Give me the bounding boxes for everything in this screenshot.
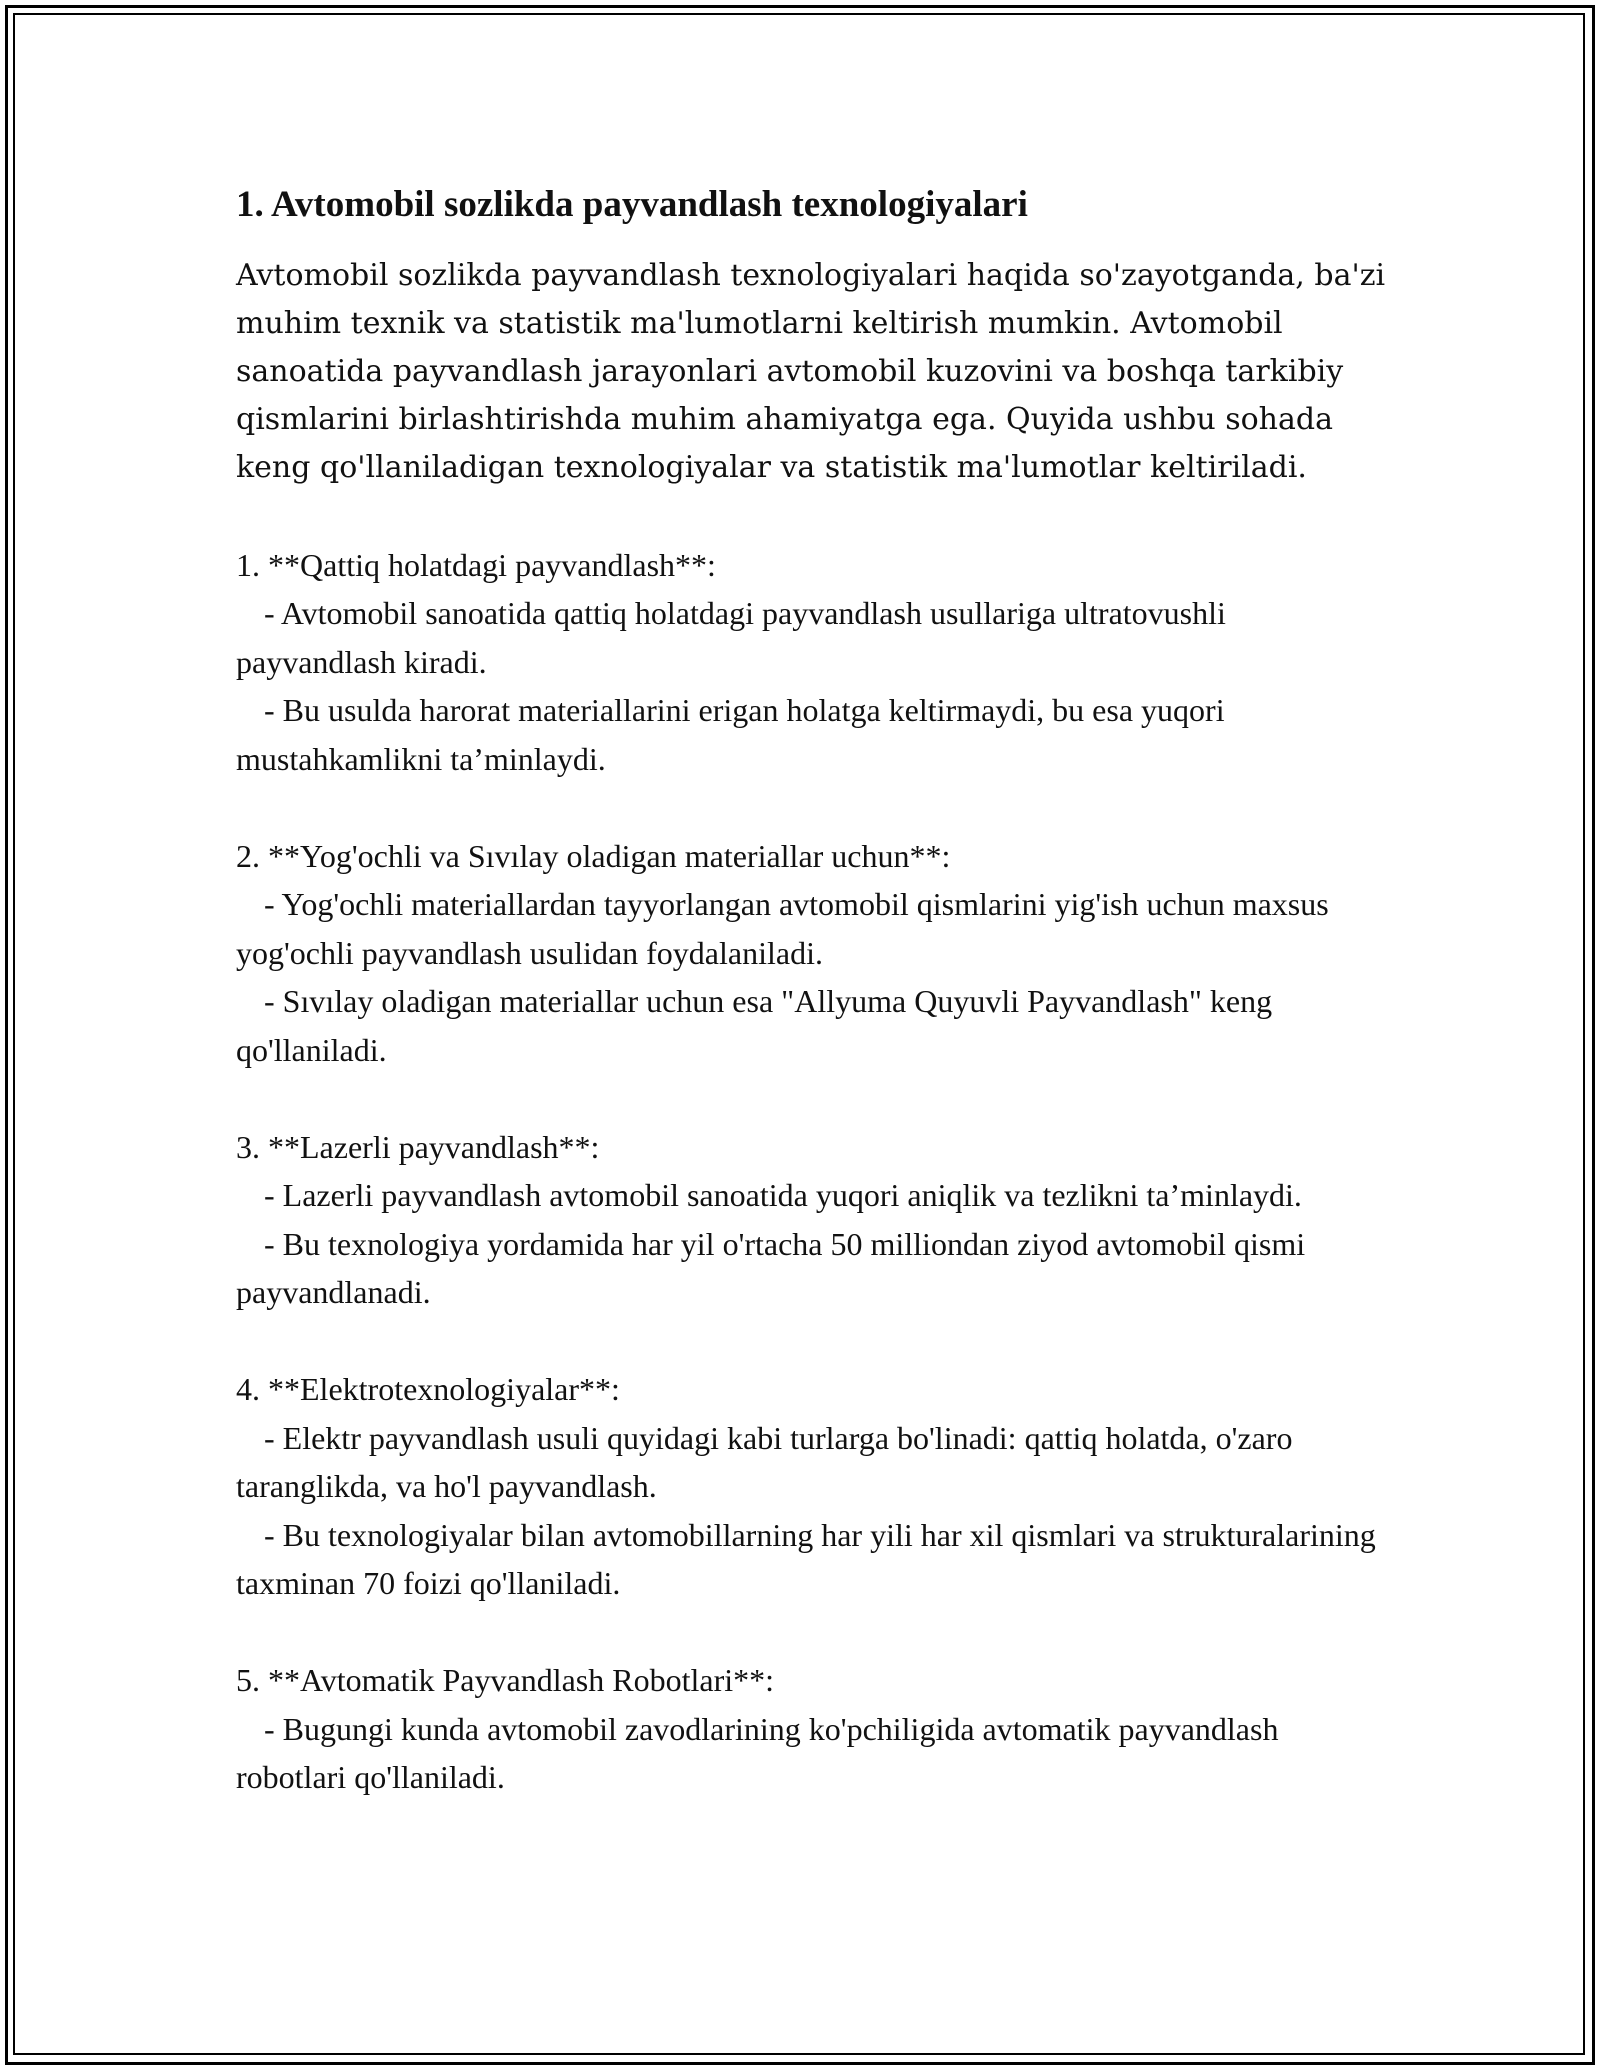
list-item-line: - Bu usulda harorat materiallarini erigan holatga keltirmaydi, bu esa yuqori mustahkamlikni ta’minlaydi. xyxy=(236,692,1225,777)
list-item-line: - Avtomobil sanoatida qattiq holatdagi payvandlash usullariga ultratovushli payvandlash kiradi. xyxy=(236,595,1226,680)
list-item-line: - Yog'ochli materiallardan tayyorlangan avtomobil qismlarini yig'ish uchun maxsus yog'ochli payvandlash usulidan foydalaniladi. xyxy=(236,886,1329,971)
list-item-heading: 2. **Yog'ochli va Sıvılay oladigan materiallar uchun**: xyxy=(236,837,951,874)
list-item-line: - Sıvılay oladigan materiallar uchun esa "Allyuma Quyuvli Payvandlash" keng qo'llaniladi. xyxy=(236,983,1273,1068)
list-item xyxy=(236,1365,1386,1608)
intro-paragraph: Avtomobil sozlikda payvandlash texnologiyalari haqida so'zayotganda, ba'zi muhim texnik va statistik ma'lumotlarni keltirish mumkin. Avtomobil sanoatida payvandlash jarayonlari avtomobil kuzovini va boshqa tarkibiy qismlarini birlashtirishda muhim ahamiyatga ega. Quyida ushbu sohada keng qo'llaniladigan texnologiyalar va statistik ma'lumotlar keltiriladi. xyxy=(236,258,1386,485)
list-item xyxy=(236,541,1386,784)
list-item-heading: 3. **Lazerli payvandlash**: xyxy=(236,1128,600,1165)
technology-list xyxy=(236,541,1386,1802)
list-item-heading: 1. **Qattiq holatdagi payvandlash**: xyxy=(236,546,716,583)
list-item-heading: 5. **Avtomatik Payvandlash Robotlari**: xyxy=(236,1662,775,1698)
document-body xyxy=(236,180,1386,1802)
list-item-line: - Bu texnologiyalar bilan avtomobillarning har yili har xil qismlari va strukturalarining taxminan 70 foizi qo'llaniladi. xyxy=(236,1516,1376,1601)
list-item-line: - Elektr payvandlash usuli quyidagi kabi turlarga bo'linadi: qattiq holatda, o'zaro taranglikda, va ho'l payvandlash. xyxy=(236,1419,1293,1504)
list-item xyxy=(236,1123,1386,1317)
list-item-line: - Bu texnologiya yordamida har yil o'rtacha 50 milliondan ziyod avtomobil qismi payvandlanadi. xyxy=(236,1225,1306,1310)
list-item xyxy=(236,832,1386,1075)
document-title: 1. Avtomobil sozlikda payvandlash texnologiyalari xyxy=(236,184,1028,225)
list-item-line: - Lazerli payvandlash avtomobil sanoatida yuqori aniqlik va tezlikni ta’minlaydi. xyxy=(264,1177,1302,1213)
list-item-heading: 4. **Elektrotexnologiyalar**: xyxy=(236,1371,620,1407)
list-item xyxy=(236,1656,1386,1802)
list-item-line: - Bugungi kunda avtomobil zavodlarining ko'pchiligida avtomatik payvandlash robotlari qo'llaniladi. xyxy=(236,1710,1279,1795)
